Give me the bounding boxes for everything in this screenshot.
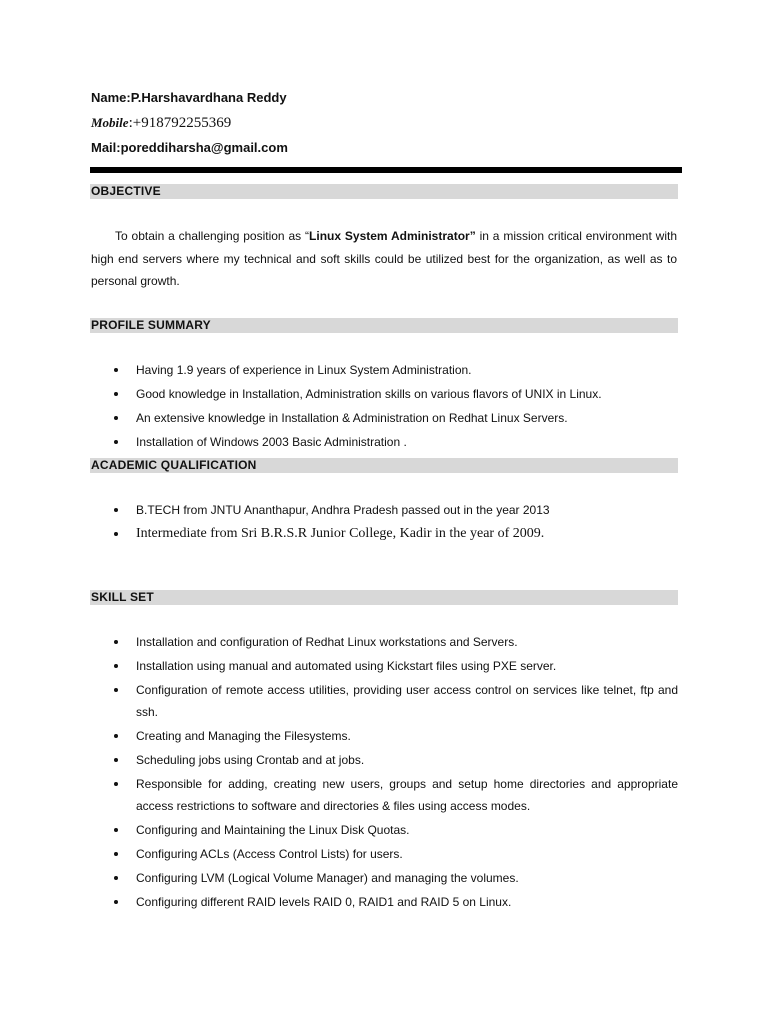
bullet-icon [114, 876, 118, 880]
mobile-label: Mobile [91, 115, 129, 130]
bullet-icon [114, 440, 118, 444]
bullet-icon [114, 508, 118, 512]
list-item: B.TECH from JNTU Ananthapur, Andhra Pradesh passed out in the year 2013 [0, 499, 768, 521]
list-item: Configuring ACLs (Access Control Lists) for users. [0, 843, 768, 865]
list-item: Installation and configuration of Redhat Linux workstations and Servers. [0, 631, 768, 653]
bullet-icon [114, 782, 118, 786]
skill-set-list [0, 631, 768, 913]
bullet-icon [114, 900, 118, 904]
bullet-icon [114, 758, 118, 762]
list-item: Configuring different RAID levels RAID 0, RAID1 and RAID 5 on Linux. [0, 891, 768, 913]
candidate-name: Name:P.Harshavardhana Reddy [91, 90, 287, 105]
bullet-icon [114, 416, 118, 420]
mobile-line [91, 115, 231, 131]
bullet-icon [114, 664, 118, 668]
list-item: Having 1.9 years of experience in Linux System Administration. [0, 359, 768, 381]
profile-summary-heading-bar [90, 318, 678, 333]
list-item: Creating and Managing the Filesystems. [0, 725, 768, 747]
skill-set-heading-bar [90, 590, 678, 605]
objective-text-start: To obtain a challenging position as “ [115, 229, 310, 243]
bullet-icon [114, 368, 118, 372]
profile-summary-heading: PROFILE SUMMARY [91, 318, 211, 332]
bullet-icon [114, 532, 118, 536]
list-item: Responsible for adding, creating new users, groups and setup home directories and appropriate access restrictions to software and directories & files using access modes. [0, 773, 768, 817]
list-item: Configuring and Maintaining the Linux Disk Quotas. [0, 819, 768, 841]
list-item: Configuration of remote access utilities, providing user access control on services like telnet, ftp and ssh. [0, 679, 768, 723]
objective-heading: OBJECTIVE [91, 184, 161, 198]
objective-text-end: in a mission critical environment with high end servers where my technical and soft skills could be utilized best for the organization, as well as to personal growth. [91, 229, 678, 288]
header-divider [90, 167, 682, 173]
list-item: Scheduling jobs using Crontab and at jobs. [0, 749, 768, 771]
bullet-icon [114, 734, 118, 738]
bullet-icon [114, 640, 118, 644]
objective-role: Linux System Administrator” [309, 229, 476, 243]
academic-list [0, 499, 768, 545]
list-item: Intermediate from Sri B.R.S.R Junior College, Kadir in the year of 2009. [0, 523, 768, 545]
list-item: An extensive knowledge in Installation & Administration on Redhat Linux Servers. [0, 407, 768, 429]
list-item: Installation of Windows 2003 Basic Administration . [0, 431, 768, 453]
list-item: Good knowledge in Installation, Administration skills on various flavors of UNIX in Linux. [0, 383, 768, 405]
list-item: Configuring LVM (Logical Volume Manager) and managing the volumes. [0, 867, 768, 889]
email-line: Mail:poreddiharsha@gmail.com [91, 140, 288, 155]
academic-heading: ACADEMIC QUALIFICATION [91, 458, 257, 472]
academic-heading-bar [90, 458, 678, 473]
objective-text [91, 225, 677, 293]
objective-heading-bar [90, 184, 678, 199]
mobile-number: :+918792255369 [128, 115, 232, 131]
skill-set-heading: SKILL SET [91, 590, 154, 604]
bullet-icon [114, 688, 118, 692]
profile-summary-list [0, 359, 768, 453]
bullet-icon [114, 392, 118, 396]
bullet-icon [114, 852, 118, 856]
bullet-icon [114, 828, 118, 832]
list-item: Installation using manual and automated using Kickstart files using PXE server. [0, 655, 768, 677]
